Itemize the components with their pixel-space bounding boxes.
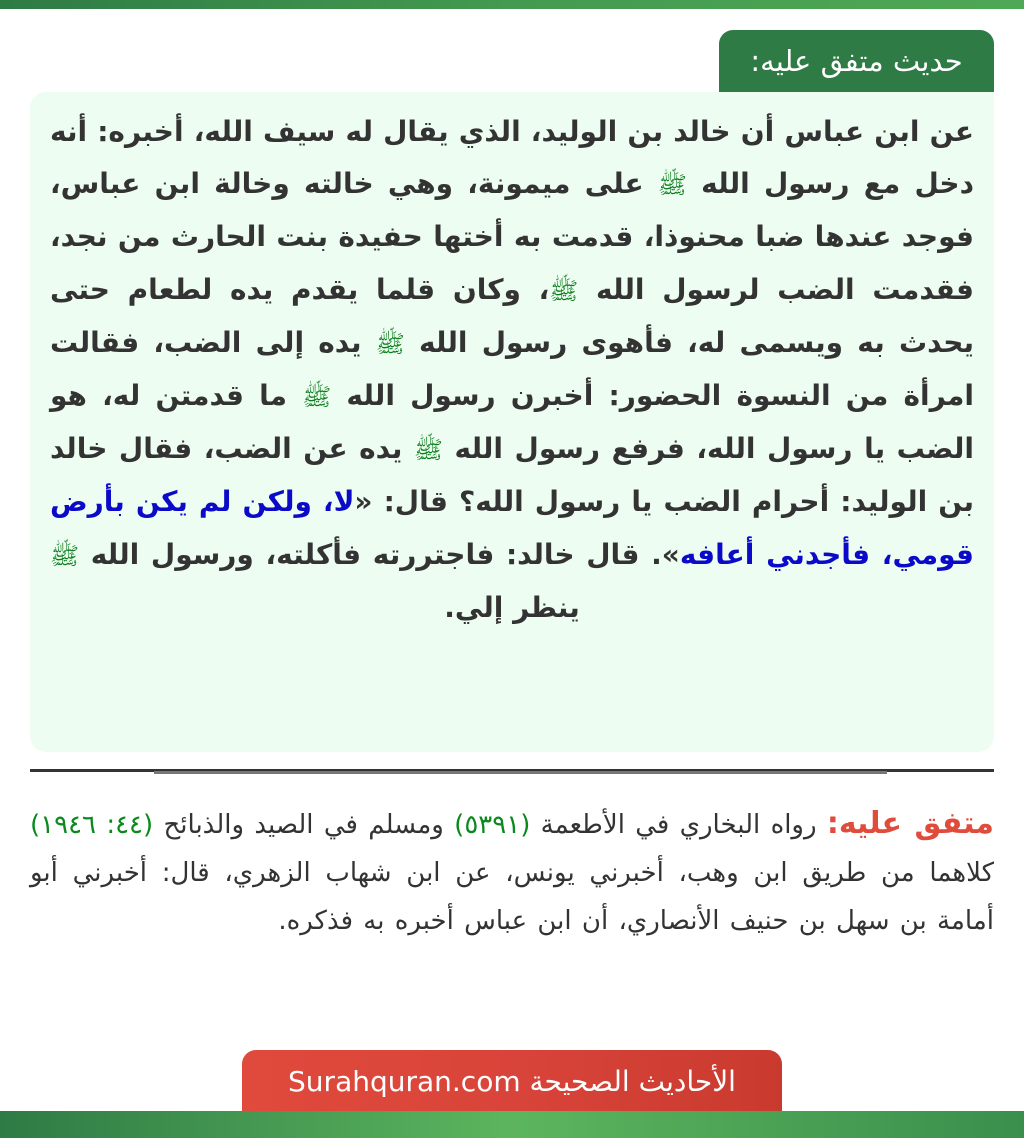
source-label: متفق عليه: — [826, 806, 994, 841]
hadith-number: (٤٤: ١٩٤٦) — [30, 810, 154, 840]
hadith-source-citation — [30, 800, 994, 945]
text-segment: كلاهما من طريق ابن وهب، أخبرني يونس، عن ابن شهاب الزهري، قال: أخبرني أبو أمامة بن سهل بن حنيف الأنصاري، أن ابن عباس أخبره به فذكره. — [30, 858, 994, 936]
hadith-text-box — [30, 92, 994, 752]
site-footer-badge[interactable]: الأحاديث الصحيحة Surahquran.com — [242, 1050, 782, 1111]
text-segment: يده عن الضب، فقال خالد بن الوليد: أحرام الضب يا رسول الله؟ قال: « — [50, 432, 974, 519]
text-segment: ». قال خالد: فاجتررته فأكلته، ورسول الله — [79, 537, 680, 571]
text-segment: ما قدمتن له، هو الضب يا رسول الله، فرفع رسول الله — [50, 379, 974, 466]
section-divider — [30, 769, 994, 772]
text-segment: رواه البخاري في الأطعمة — [530, 810, 817, 840]
bottom-decorative-bar — [0, 1111, 1024, 1138]
salawat-icon: ﷺ — [413, 436, 443, 465]
salawat-icon: ﷺ — [50, 541, 79, 570]
text-segment: على ميمونة، وهي خالته وخالة ابن عباس، فوجد عندها ضبا محنوذا، قدمت به أختها حفيدة بنت الحارث من نجد، فقدمت الضب لرسول الله — [50, 167, 974, 306]
hadith-number: (٥٣٩١) — [454, 810, 531, 840]
text-segment: ينظر إلي. — [444, 590, 580, 624]
salawat-icon: ﷺ — [302, 383, 332, 412]
salawat-icon: ﷺ — [657, 171, 687, 200]
salawat-icon: ﷺ — [549, 276, 579, 305]
divider-highlight — [154, 771, 887, 774]
top-decorative-bar — [0, 0, 1024, 9]
text-segment: عن ابن عباس أن خالد بن الوليد، الذي يقال له سيف الله، أخبره: أنه دخل مع رسول الله — [50, 115, 974, 201]
text-segment: ، وكان قلما يقدم يده لطعام حتى يحدث به ويسمى له، فأهوى رسول الله — [50, 272, 974, 359]
text-segment: يده إلى الضب، فقالت امرأة من النسوة الحضور: أخبرن رسول الله — [50, 325, 974, 413]
salawat-icon: ﷺ — [375, 329, 405, 358]
text-segment: ومسلم في الصيد والذبائح — [153, 810, 455, 840]
hadith-body — [50, 106, 974, 634]
prophet-quote: لا، ولكن لم يكن بأرض قومي، فأجدني أعافه — [50, 485, 974, 571]
hadith-type-badge: حديث متفق عليه: — [719, 30, 994, 92]
